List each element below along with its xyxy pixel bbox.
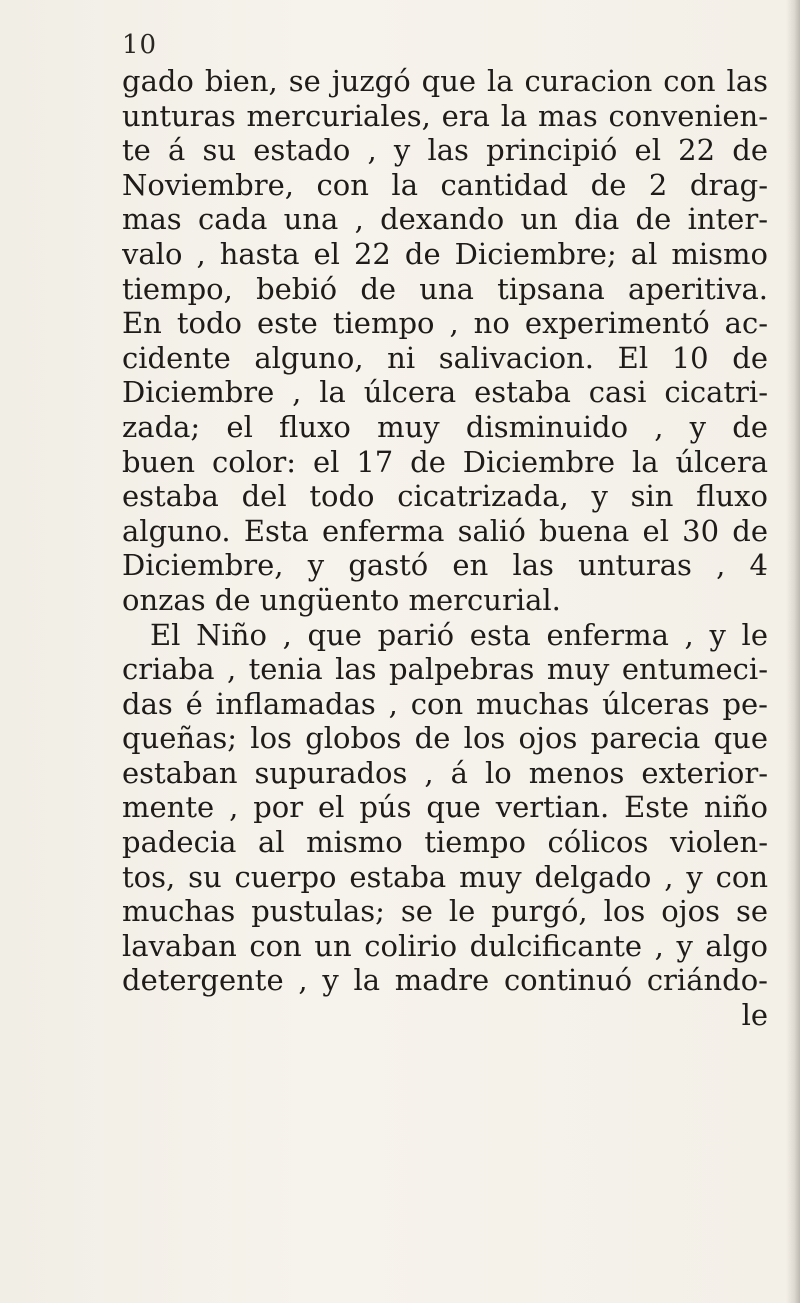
text-line: das é inflamadas , con muchas úlceras pe-: [122, 686, 768, 721]
text-line: zada; el fluxo muy disminuido , y de: [122, 409, 768, 444]
text-line: Diciembre, y gastó en las unturas , 4: [122, 548, 768, 583]
text-line: detergente , y la madre continuó criándo-: [122, 963, 768, 998]
text-line: muchas pustulas; se le purgó, los ojos se: [122, 894, 768, 929]
text-line: unturas mercuriales, era la mas convenien-: [122, 98, 768, 133]
text-line: valo , hasta el 22 de Diciembre; al mismo: [122, 236, 768, 271]
paragraph-start-line: El Niño , que parió esta enferma , y le: [150, 617, 768, 652]
text-line: criaba , tenia las palpebras muy entumeci-: [122, 652, 768, 687]
text-line: Diciembre , la úlcera estaba casi cicatri-: [122, 375, 768, 410]
text-line: mas cada una , dexando un dia de inter-: [122, 202, 768, 237]
text-line: mente , por el pús que vertian. Este niño: [122, 790, 768, 825]
body-text: [122, 64, 768, 1033]
text-line: estaban supurados , á lo menos exterior-: [122, 755, 768, 790]
text-line: lavaban con un colirio dulcificante , y algo: [122, 928, 768, 963]
text-line: tos, su cuerpo estaba muy delgado , y con: [122, 859, 768, 894]
text-line: En todo este tiempo , no experimentó ac-: [122, 306, 768, 341]
text-line: alguno. Esta enferma salió buena el 30 de: [122, 513, 768, 548]
text-line: cidente alguno, ni salivacion. El 10 de: [122, 340, 768, 375]
text-line: queñas; los globos de los ojos parecia que: [122, 721, 768, 756]
text-line: Noviembre, con la cantidad de 2 drag-: [122, 167, 768, 202]
text-line: te á su estado , y las principió el 22 de: [122, 133, 768, 168]
page-edge-shadow: [786, 0, 800, 1303]
catchword: le: [741, 998, 768, 1033]
text-line: estaba del todo cicatrizada, y sin fluxo: [122, 479, 768, 514]
text-line: tiempo, bebió de una tipsana aperitiva.: [122, 271, 768, 306]
text-line: gado bien, se juzgó que la curacion con las: [122, 64, 768, 98]
text-line: padecia al mismo tiempo cólicos violen-: [122, 825, 768, 860]
text-line: onzas de ungüento mercurial.: [122, 582, 561, 617]
text-line: buen color: el 17 de Diciembre la úlcera: [122, 444, 768, 479]
page-number: 10: [122, 30, 158, 60]
